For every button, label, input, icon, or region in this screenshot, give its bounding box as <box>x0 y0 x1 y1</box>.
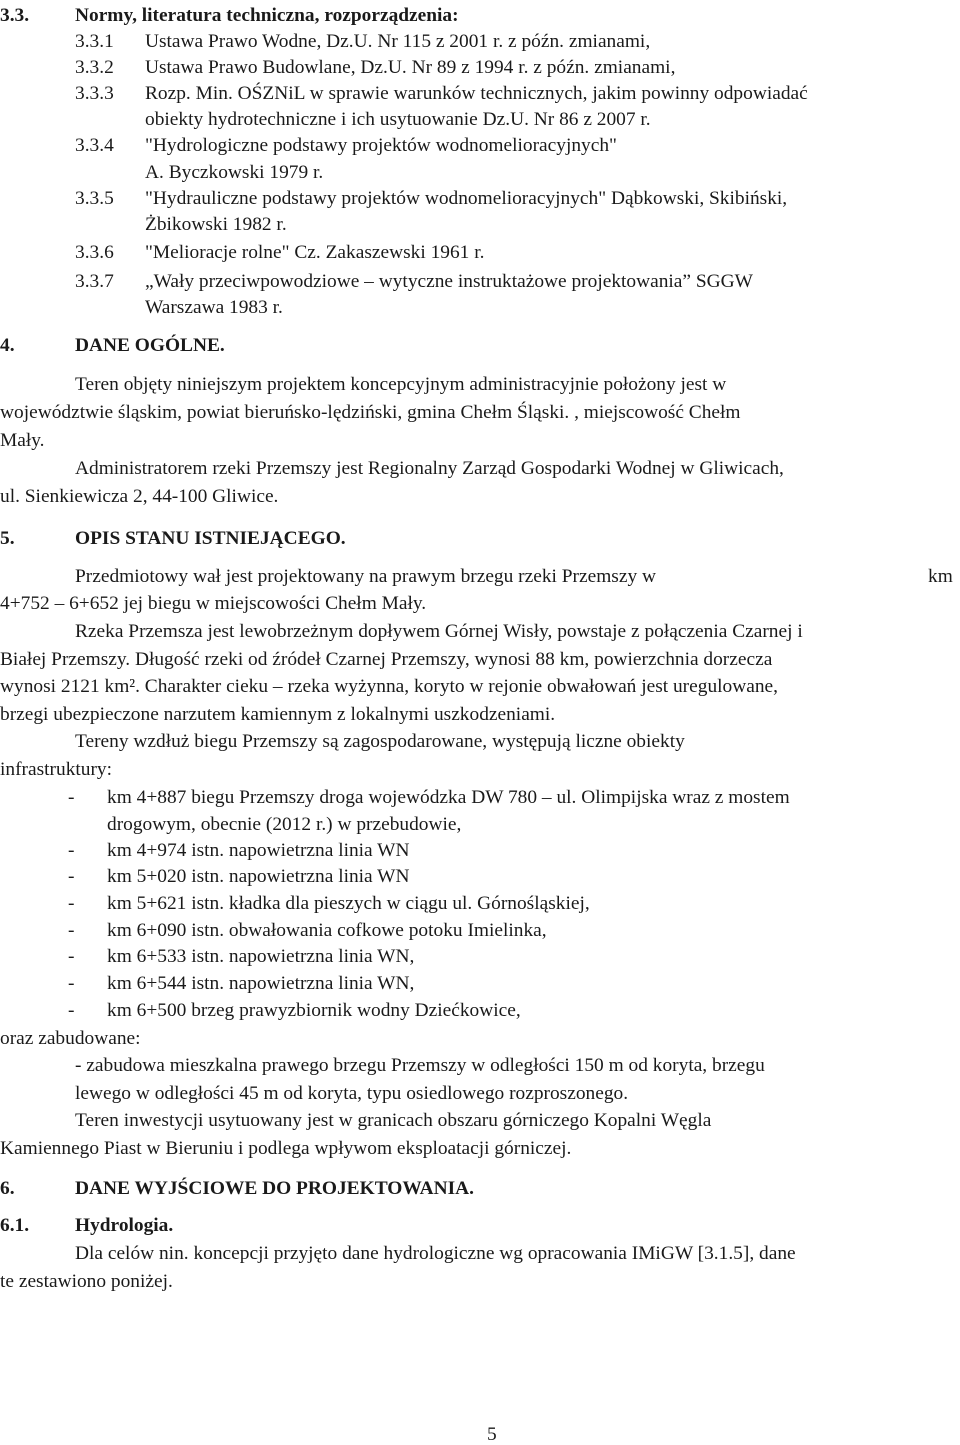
paragraph-line: Mały. <box>0 430 45 451</box>
list-item: km 6+500 brzeg prawyzbiornik wodny Dziećkowice, <box>107 1000 521 1021</box>
list-item: km 5+020 istn. napowietrzna linia WN <box>107 866 410 887</box>
list-dash: - <box>68 920 75 941</box>
section-title: DANE WYJŚCIOWE DO PROJEKTOWANIA. <box>75 1178 475 1199</box>
section-title: Hydrologia. <box>75 1215 174 1236</box>
list-dash: - <box>68 893 75 914</box>
list-dash: - <box>68 1000 75 1021</box>
list-item: km 6+090 istn. obwałowania cofkowe potoku Imielinka, <box>107 920 547 941</box>
ref-line: "Hydrologiczne podstawy projektów wodnomelioracyjnych" <box>145 135 617 156</box>
list-dash: - <box>68 866 75 887</box>
ref-line: Żbikowski 1982 r. <box>145 214 287 235</box>
paragraph-line: Administratorem rzeki Przemszy jest Regionalny Zarząd Gospodarki Wodnej w Gliwicach, <box>75 458 784 479</box>
section-title: OPIS STANU ISTNIEJĄCEGO. <box>75 528 346 549</box>
paragraph-line: Teren inwestycji usytuowany jest w granicach obszaru górniczego Kopalni Węgla <box>75 1110 712 1131</box>
paragraph-line: 4+752 – 6+652 jej biegu w miejscowości Chełm Mały. <box>0 593 427 614</box>
ref-line: Ustawa Prawo Budowlane, Dz.U. Nr 89 z 1994 r. z późn. zmianami, <box>145 57 676 78</box>
list-item: km 6+544 istn. napowietrzna linia WN, <box>107 973 415 994</box>
paragraph-line: ul. Sienkiewicza 2, 44-100 Gliwice. <box>0 486 279 507</box>
paragraph-line: te zestawiono poniżej. <box>0 1271 173 1292</box>
paragraph-line: km <box>928 566 953 587</box>
paragraph-line: Przedmiotowy wał jest projektowany na prawym brzegu rzeki Przemszy w <box>75 566 657 587</box>
ref-number: 3.3.5 <box>75 188 114 209</box>
list-dash: - <box>68 787 75 808</box>
ref-number: 3.3.7 <box>75 271 114 292</box>
page-number: 5 <box>487 1424 497 1445</box>
ref-line: Ustawa Prawo Wodne, Dz.U. Nr 115 z 2001 r. z późn. zmianami, <box>145 31 651 52</box>
section-title: Normy, literatura techniczna, rozporządzenia: <box>75 5 459 26</box>
paragraph-line: Rzeka Przemsza jest lewobrzeżnym dopływem Górnej Wisły, powstaje z połączenia Czarnej i <box>75 621 803 642</box>
paragraph-line: Białej Przemszy. Długość rzeki od źródeł Czarnej Przemszy, wynosi 88 km, powierzchnia dorzecza <box>0 649 773 670</box>
section-number: 5. <box>0 528 15 549</box>
list-item: km 5+621 istn. kładka dla pieszych w ciągu ul. Górnośląskiej, <box>107 893 590 914</box>
list-item: km 6+533 istn. napowietrzna linia WN, <box>107 946 415 967</box>
ref-number: 3.3.1 <box>75 31 114 52</box>
list-dash: - <box>68 840 75 861</box>
ref-line: "Melioracje rolne" Cz. Zakaszewski 1961 r. <box>145 242 485 263</box>
paragraph-line: Dla celów nin. koncepcji przyjęto dane hydrologiczne wg opracowania IMiGW [3.1.5], dane <box>75 1243 796 1264</box>
ref-number: 3.3.3 <box>75 83 114 104</box>
ref-line: Rozp. Min. OŚZNiL w sprawie warunków technicznych, jakim powinny odpowiadać <box>145 83 808 104</box>
paragraph-line: wynosi 2121 km². Charakter cieku – rzeka wyżynna, koryto w rejonie obwałowań jest uregulowane, <box>0 676 778 697</box>
paragraph-line: oraz zabudowane: <box>0 1028 141 1049</box>
ref-line: „Wały przeciwpowodziowe – wytyczne instruktażowe projektowania” SGGW <box>145 271 753 292</box>
section-number: 6. <box>0 1178 15 1199</box>
paragraph-line: infrastruktury: <box>0 759 113 780</box>
ref-number: 3.3.6 <box>75 242 114 263</box>
list-item: km 4+974 istn. napowietrzna linia WN <box>107 840 410 861</box>
list-item: drogowym, obecnie (2012 r.) w przebudowie, <box>107 814 462 835</box>
paragraph-line: Tereny wzdłuż biegu Przemszy są zagospodarowane, występują liczne obiekty <box>75 731 685 752</box>
paragraph-line: brzegi ubezpieczone narzutem kamiennym z lokalnymi uszkodzeniami. <box>0 704 556 725</box>
section-number: 6.1. <box>0 1215 30 1236</box>
ref-line: obiekty hydrotechniczne i ich usytuowanie Dz.U. Nr 86 z 2007 r. <box>145 109 651 130</box>
list-item: km 4+887 biegu Przemszy droga wojewódzka DW 780 – ul. Olimpijska wraz z mostem <box>107 787 790 808</box>
list-dash: - <box>68 973 75 994</box>
ref-number: 3.3.4 <box>75 135 114 156</box>
section-number: 3.3. <box>0 5 30 26</box>
paragraph-line: województwie śląskim, powiat bieruńsko-lędziński, gmina Chełm Śląski. , miejscowość Chełm <box>0 402 741 423</box>
paragraph-line: lewego w odległości 45 m od koryta, typu osiedlowego rozproszonego. <box>75 1083 629 1104</box>
section-title: DANE OGÓLNE. <box>75 335 225 356</box>
ref-number: 3.3.2 <box>75 57 114 78</box>
paragraph-line: Teren objęty niniejszym projektem koncepcyjnym administracyjnie położony jest w <box>75 374 727 395</box>
ref-line: Warszawa 1983 r. <box>145 297 283 318</box>
paragraph-line: Kamiennego Piast w Bieruniu i podlega wpływom eksploatacji górniczej. <box>0 1138 572 1159</box>
paragraph-line: - zabudowa mieszkalna prawego brzegu Przemszy w odległości 150 m od koryta, brzegu <box>75 1055 765 1076</box>
ref-line: A. Byczkowski 1979 r. <box>145 162 324 183</box>
section-number: 4. <box>0 335 15 356</box>
ref-line: "Hydrauliczne podstawy projektów wodnomelioracyjnych" Dąbkowski, Skibiński, <box>145 188 788 209</box>
list-dash: - <box>68 946 75 967</box>
